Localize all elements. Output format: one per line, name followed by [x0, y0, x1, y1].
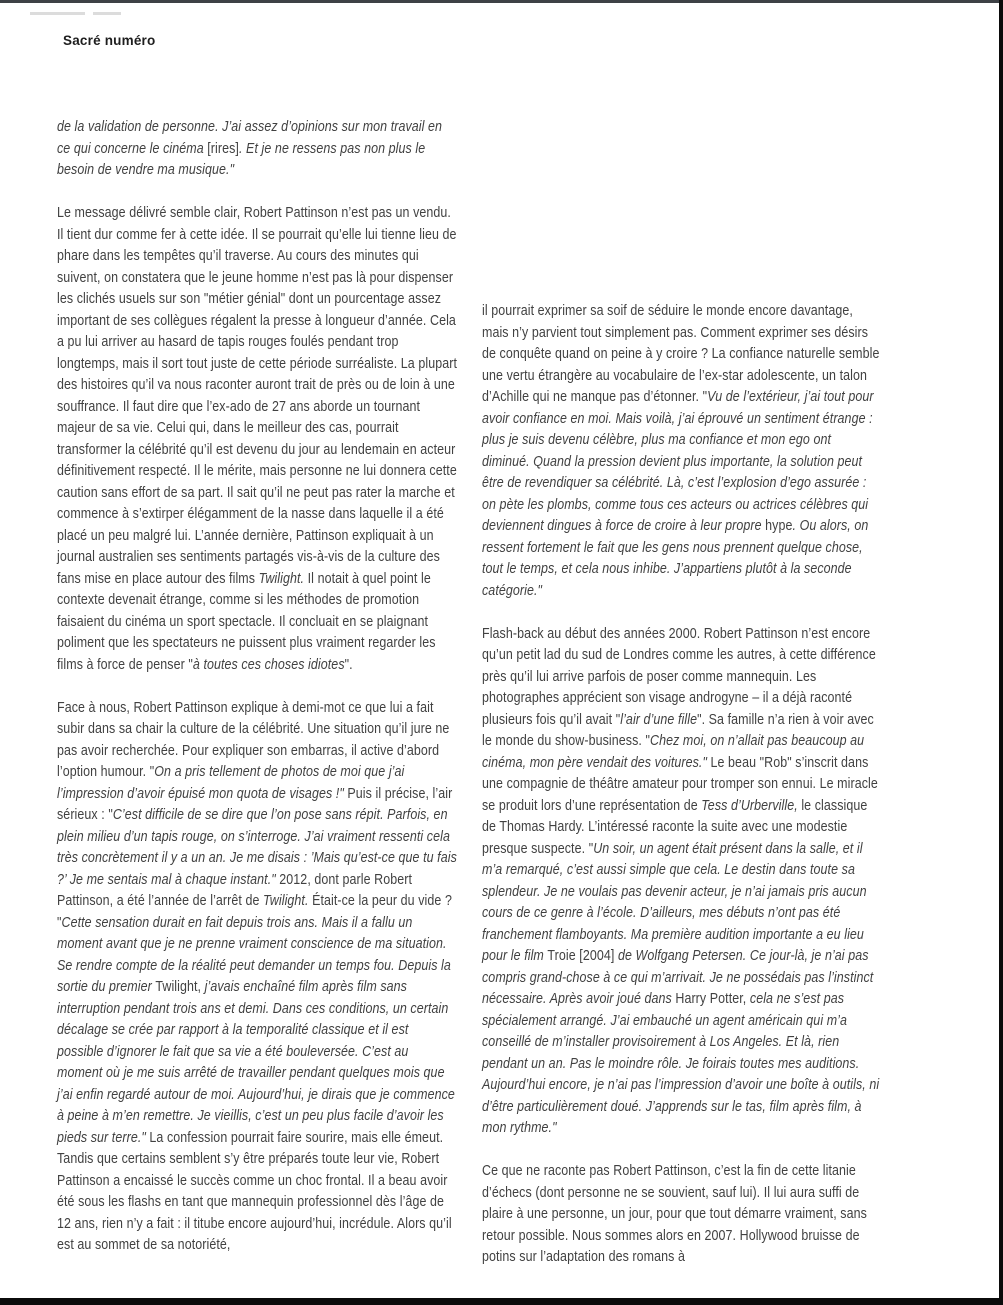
- body-text: Il notait à quel point le contexte devenait étrange, comme si les méthodes de promotion faisaient du cinéma un sport spectacle. Il concluait en se plaignant poliment que les spectateurs ne puissent plus vraiment regarder les films à force de penser ": [57, 569, 436, 673]
- body-text: La confession pourrait faire sourire, mais elle émeut. Tandis que certains semblent s’y être préparés toute leur vie, Robert Pattinson a encaissé le succès comme un choc frontal. Il a beau avoir été sous les flashs en tant que mannequin professionnel dès l’âge de 12 ans, rien n’y a fait : il titube encore aujourd’hui, incrédule. Alors qu’il est au sommet de sa notoriété,: [57, 1128, 452, 1253]
- body-text: [rires]: [207, 139, 239, 157]
- body-text: Puis il précise, l’air sérieux : ": [57, 784, 453, 823]
- body-text: Le beau "Rob" s’inscrit dans une compagnie de théâtre amateur pour tromper son ennui. Le miracle se produit lors d’une représentation de: [482, 753, 878, 814]
- article-paragraph: [57, 202, 457, 675]
- quote-text: de la validation de personne. J’ai assez d’opinions sur mon travail en ce qui concerne le cinéma: [57, 118, 443, 157]
- quote-text: Twilight.: [258, 569, 305, 587]
- quote-text: Chez moi, on n’allait pas beaucoup au cinéma, mon père vendait des voitures.": [482, 732, 865, 771]
- body-text: Face à nous, Robert Pattinson explique à demi-mot ce que lui a fait subir dans sa chair la culture de la célébrité. Une situation qu’il jure ne pas avoir recherchée. Pour expliquer son embarras, il active d’abord l’option humour. ": [57, 698, 450, 780]
- body-text: hype: [765, 517, 793, 534]
- body-text: le classique de Thomas Hardy. L’intéressé raconte la suite avec une modestie presque suspecte. ": [482, 796, 868, 857]
- quote-text: . Et je ne ressens pas non plus le besoin de vendre ma musique.": [57, 139, 426, 178]
- article-paragraph: [482, 623, 882, 1139]
- article-column-right: [482, 300, 882, 1268]
- section-kicker: Sacré numéro: [63, 33, 156, 48]
- body-text: Était-ce la peur du vide ? ": [57, 892, 452, 931]
- body-text: Flash-back au début des années 2000. Robert Pattinson n’est encore qu’un petit lad du sud de Londres comme les autres, à cette différence près qu’il lui arrive parfois de poser comme mannequin. Les photographes apprécient son visage androgyne – il a déjà raconté plusieurs fois qu’il avait ": [482, 624, 876, 728]
- body-text: ".: [344, 655, 353, 673]
- bottom-scan-border: [0, 1298, 1003, 1305]
- body-text: ". Sa famille n’a rien à voir avec le monde du show-business. ": [482, 710, 874, 749]
- quote-text: Twilight.: [263, 892, 309, 909]
- quote-text: Cette sensation durait en fait depuis trois ans. Mais il a fallu un moment avant que je ne prenne vraiment conscience de ma situation. Se rendre compte de la réalité peut demander un temps fou. Depuis la sortie du premier: [57, 913, 451, 995]
- body-text: Twilight,: [155, 978, 205, 995]
- body-text: il pourrait exprimer sa soif de séduire le monde encore davantage, mais n’y parvient tout simplement pas. Comment exprimer ses désirs de conquête quand on peine à y croire ? La confiance naturelle semble une vertu étrangère au vocabulaire de l’ex-star adolescente, un talon d’Achille qui ne manque pas d’étonner. ": [482, 302, 880, 405]
- quote-text: à toutes ces choses idiotes: [192, 655, 345, 673]
- scan-artifact: [30, 12, 85, 15]
- right-scan-border: [999, 0, 1003, 1305]
- quote-text: de Wolfgang Petersen. Ce jour-là, je n’ai pas compris grand-chose à ce qui m’arrivait. Je ne possédais pas l’instinct nécessaire. Après avoir joué dans: [482, 947, 874, 1007]
- article-paragraph: [57, 116, 457, 181]
- quote-text: On a pris tellement de photos de moi que j’ai l’impression d’avoir épuisé mon quota de visages !": [57, 763, 405, 802]
- quote-text: Tess d’Urberville,: [701, 796, 798, 814]
- body-text: Ce que ne raconte pas Robert Pattinson, c’est la fin de cette litanie d’échecs (dont personne ne se souvient, sauf lui). Il lui aura suffi de plaire à une personne, un jour, pour que tout démarre vraiment, sans retour possible. Nous sommes alors en 2007. Hollywood bruisse de potins sur l’adaptation des romans à: [482, 1162, 867, 1265]
- quote-text: Un soir, un agent était présent dans la salle, et il m’a remarqué, c’est aussi simple que cela. Le destin dans toute sa splendeur. Je ne voulais pas devenir acteur, je n’ai jamais pris aucun cours de ce genre à l’école. D’ailleurs, mes débuts n’ont pas été franchement flamboyants. Ma première audition importante a eu lieu pour le film: [482, 839, 867, 964]
- article-paragraph: [482, 1160, 882, 1268]
- article-paragraph: [482, 300, 882, 601]
- quote-text: j’avais enchaîné film après film sans interruption pendant trois ans et demi. Dans ces conditions, un certain décalage se crée par rapport à la temporalité classique et il est possible d’ignorer le fait que sa vie a été bouleversée. C’est au moment où je me suis arrêté de travailler pendant quelques mois que j’ai enfin regardé autour de moi. Aujourd’hui, je dirais que je commence à peine à m’en remettre. Je vieillis, c’est un peu plus facile d’avoir les pieds sur terre.": [57, 978, 455, 1146]
- top-scan-rule: [0, 0, 1003, 3]
- quote-text: Vu de l’extérieur, j’ai tout pour avoir confiance en moi. Mais voilà, j’ai éprouvé un sentiment étrange : plus je suis devenu célèbre, plus ma confiance et mon ego ont diminué. Quand la pression devient plus importante, la solution peut être de revendiquer sa célébrité. Là, c’est l’explosion d’ego assurée : on pète les plombs, comme tous ces acteurs ou actrices célèbres qui deviennent dingues à force de croire à leur propre: [482, 388, 874, 534]
- body-text: Troie [2004]: [547, 947, 615, 964]
- scan-artifact: [93, 12, 121, 15]
- article-paragraph: [57, 697, 457, 1256]
- body-text: Harry Potter,: [675, 990, 747, 1007]
- body-text: Le message délivré semble clair, Robert Pattinson n’est pas un vendu. Il tient dur comme fer à cette idée. Il se pourrait qu’elle lui tienne lieu de phare dans les tempêtes qu’il traverse. Au cours des minutes qui suivent, on constatera que le jeune homme n’est pas là pour dispenser les clichés usuels sur son "métier génial" dont un pourcentage assez important de ses collègues régalent la presse à longueur d’année. Cela a pu lui arriver au hasard de tapis rouges foulés pendant trop longtemps, mais il sort tout juste de cette période surréaliste. La plupart des histoires qu’il va nous raconter auront trait de près ou de loin à une souffrance. Il faut dire que l’ex-ado de 27 ans aborde un tournant majeur de sa vie. Celui qui, dans le meilleur des cas, pourrait transformer la célébrité qu’il est devenu du jour au lendemain en acteur définitivement respecté. Il le mérite, mais personne ne lui donnera cette caution sans effort de sa part. Il sait qu’il ne peut pas rater la marche et commence à s’extirper élégamment de la nasse dans laquelle il a été placé un peu malgré lui. L’année dernière, Pattinson expliquait à un journal australien ses sentiments partagés vis-à-vis de la culture des fans mise en place autour des films: [57, 204, 457, 587]
- article-column-left: [57, 116, 457, 1256]
- quote-text: cela ne s’est pas spécialement arrangé. J’ai embauché un agent américain qui m’a conseillé de m’installer provisoirement à Los Angeles. Et là, rien pendant un an. Pas le moindre rôle. Je foirais toutes mes auditions. Aujourd’hui encore, je n’ai pas l’impression d’avoir une boîte à outils, ni d’être particulièrement doué. J’apprends sur le tas, film après film, à mon rythme.": [482, 990, 880, 1136]
- body-text: 2012, dont parle Robert Pattinson, a été l’année de l’arrêt de: [57, 870, 413, 909]
- quote-text: C’est difficile de se dire que l’on pose sans répit. Parfois, en plein milieu d’un tapis rouge, on s’interroge. J’ai vraiment ressenti cela très concrètement il y a un an. Je me disais : ’Mais qu’est-ce que tu fais ?’ Je me sentais mal à chaque instant.": [57, 806, 457, 888]
- quote-text: . Ou alors, on ressent fortement le fait que les gens nous prennent quelque chose, tout le temps, et cela nous inhibe. J’appartiens plutôt à la seconde catégorie.": [482, 517, 869, 599]
- quote-text: l’air d’une fille: [620, 710, 698, 728]
